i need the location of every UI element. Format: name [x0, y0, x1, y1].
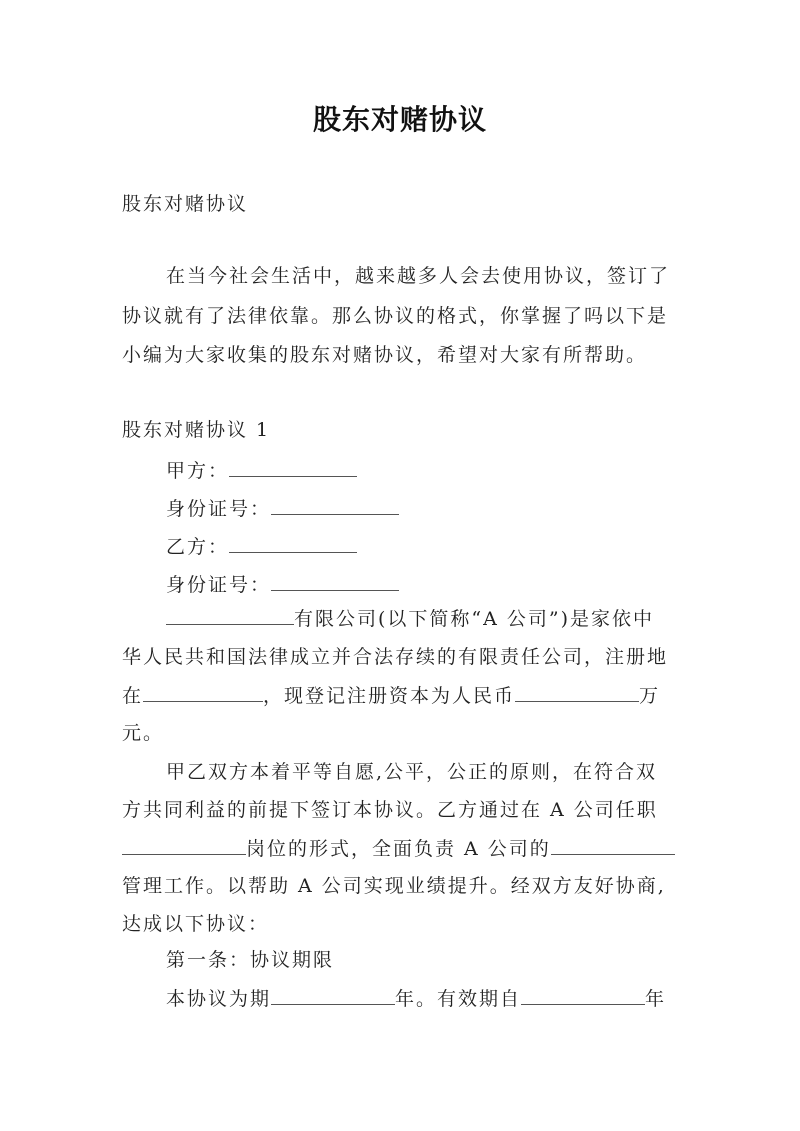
id-a-blank — [271, 496, 399, 515]
company-line-3 — [122, 683, 660, 708]
company-name-blank — [166, 606, 294, 625]
article-1-end: 年 — [645, 988, 667, 1010]
agreement-line-1: 甲乙双方本着平等自愿,公平，公正的原则，在符合双 — [166, 761, 658, 783]
id-b-row — [166, 572, 399, 597]
section-heading: 股东对赌协议 1 — [122, 419, 271, 441]
document-subtitle: 股东对赌协议 — [122, 193, 249, 215]
id-a-label: 身份证号： — [166, 498, 272, 520]
company-line-1-text: 有限公司(以下简称“A 公司”)是家依中 — [294, 608, 655, 630]
article-1-heading: 第一条：协议期限 — [166, 949, 335, 971]
company-line-3-end: 万 — [639, 685, 661, 707]
start-year-blank — [521, 986, 645, 1005]
company-line-2: 华人民共和国法律成立并合法存续的有限责任公司，注册地 — [122, 646, 669, 668]
id-b-label: 身份证号： — [166, 574, 272, 596]
document-title: 股东对赌协议 — [312, 103, 487, 136]
party-a-label: 甲方： — [166, 460, 230, 482]
article-1-mid: 年。有效期自 — [395, 988, 522, 1010]
agreement-line-4: 管理工作。以帮助 A 公司实现业绩提升。经双方友好协商, — [122, 875, 666, 897]
article-1-line-1 — [166, 986, 666, 1011]
company-line-3-start: 在 — [122, 685, 144, 707]
intro-line-2: 协议就有了法律依靠。那么协议的格式，你掌握了吗以下是 — [122, 305, 669, 327]
party-a-row — [166, 458, 357, 483]
agreement-line-3 — [122, 836, 675, 861]
management-scope-blank — [551, 836, 675, 855]
id-b-blank — [271, 572, 399, 591]
company-line-1 — [166, 606, 654, 631]
agreement-line-2: 方共同利益的前提下签订本协议。乙方通过在 A 公司任职 — [122, 799, 658, 821]
company-line-3-mid: ，现登记注册资本为人民币 — [263, 685, 516, 707]
intro-line-3: 小编为大家收集的股东对赌协议，希望对大家有所帮助。 — [122, 344, 648, 366]
term-years-blank — [271, 986, 395, 1005]
party-b-row — [166, 534, 357, 559]
article-1-start: 本协议为期 — [166, 988, 272, 1010]
party-a-blank — [229, 458, 357, 477]
id-a-row — [166, 496, 399, 521]
intro-line-1: 在当今社会生活中，越来越多人会去使用协议，签订了 — [166, 265, 671, 287]
party-b-blank — [229, 534, 357, 553]
company-line-4: 元。 — [122, 722, 165, 744]
party-b-label: 乙方： — [166, 536, 230, 558]
position-blank — [122, 836, 246, 855]
agreement-line-5: 达成以下协议： — [122, 913, 270, 935]
registered-address-blank — [143, 683, 263, 702]
registered-capital-blank — [515, 683, 639, 702]
agreement-line-3-text: 岗位的形式，全面负责 A 公司的 — [246, 838, 551, 860]
